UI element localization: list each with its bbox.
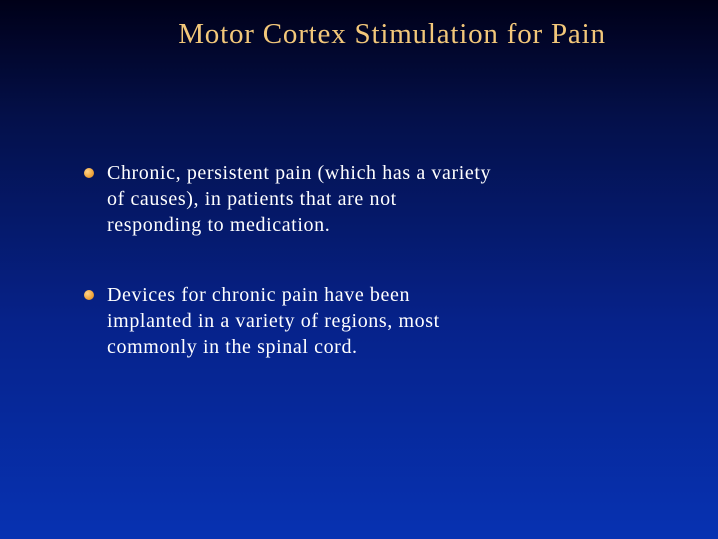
slide-title: Motor Cortex Stimulation for Pain xyxy=(178,18,606,50)
bullet-item xyxy=(82,282,582,360)
bullet-dot-icon xyxy=(84,290,94,300)
bullet-line: Devices for chronic pain have been xyxy=(107,284,411,306)
bullet-list xyxy=(82,160,582,404)
bullet-line: commonly in the spinal cord. xyxy=(107,336,358,358)
bullet-line: implanted in a variety of regions, most xyxy=(107,310,440,332)
bullet-item xyxy=(82,160,582,238)
bullet-line: of causes), in patients that are not xyxy=(107,188,397,210)
bullet-line: responding to medication. xyxy=(107,214,331,236)
bullet-line: Chronic, persistent pain (which has a variety xyxy=(107,162,492,184)
bullet-dot-icon xyxy=(84,168,94,178)
